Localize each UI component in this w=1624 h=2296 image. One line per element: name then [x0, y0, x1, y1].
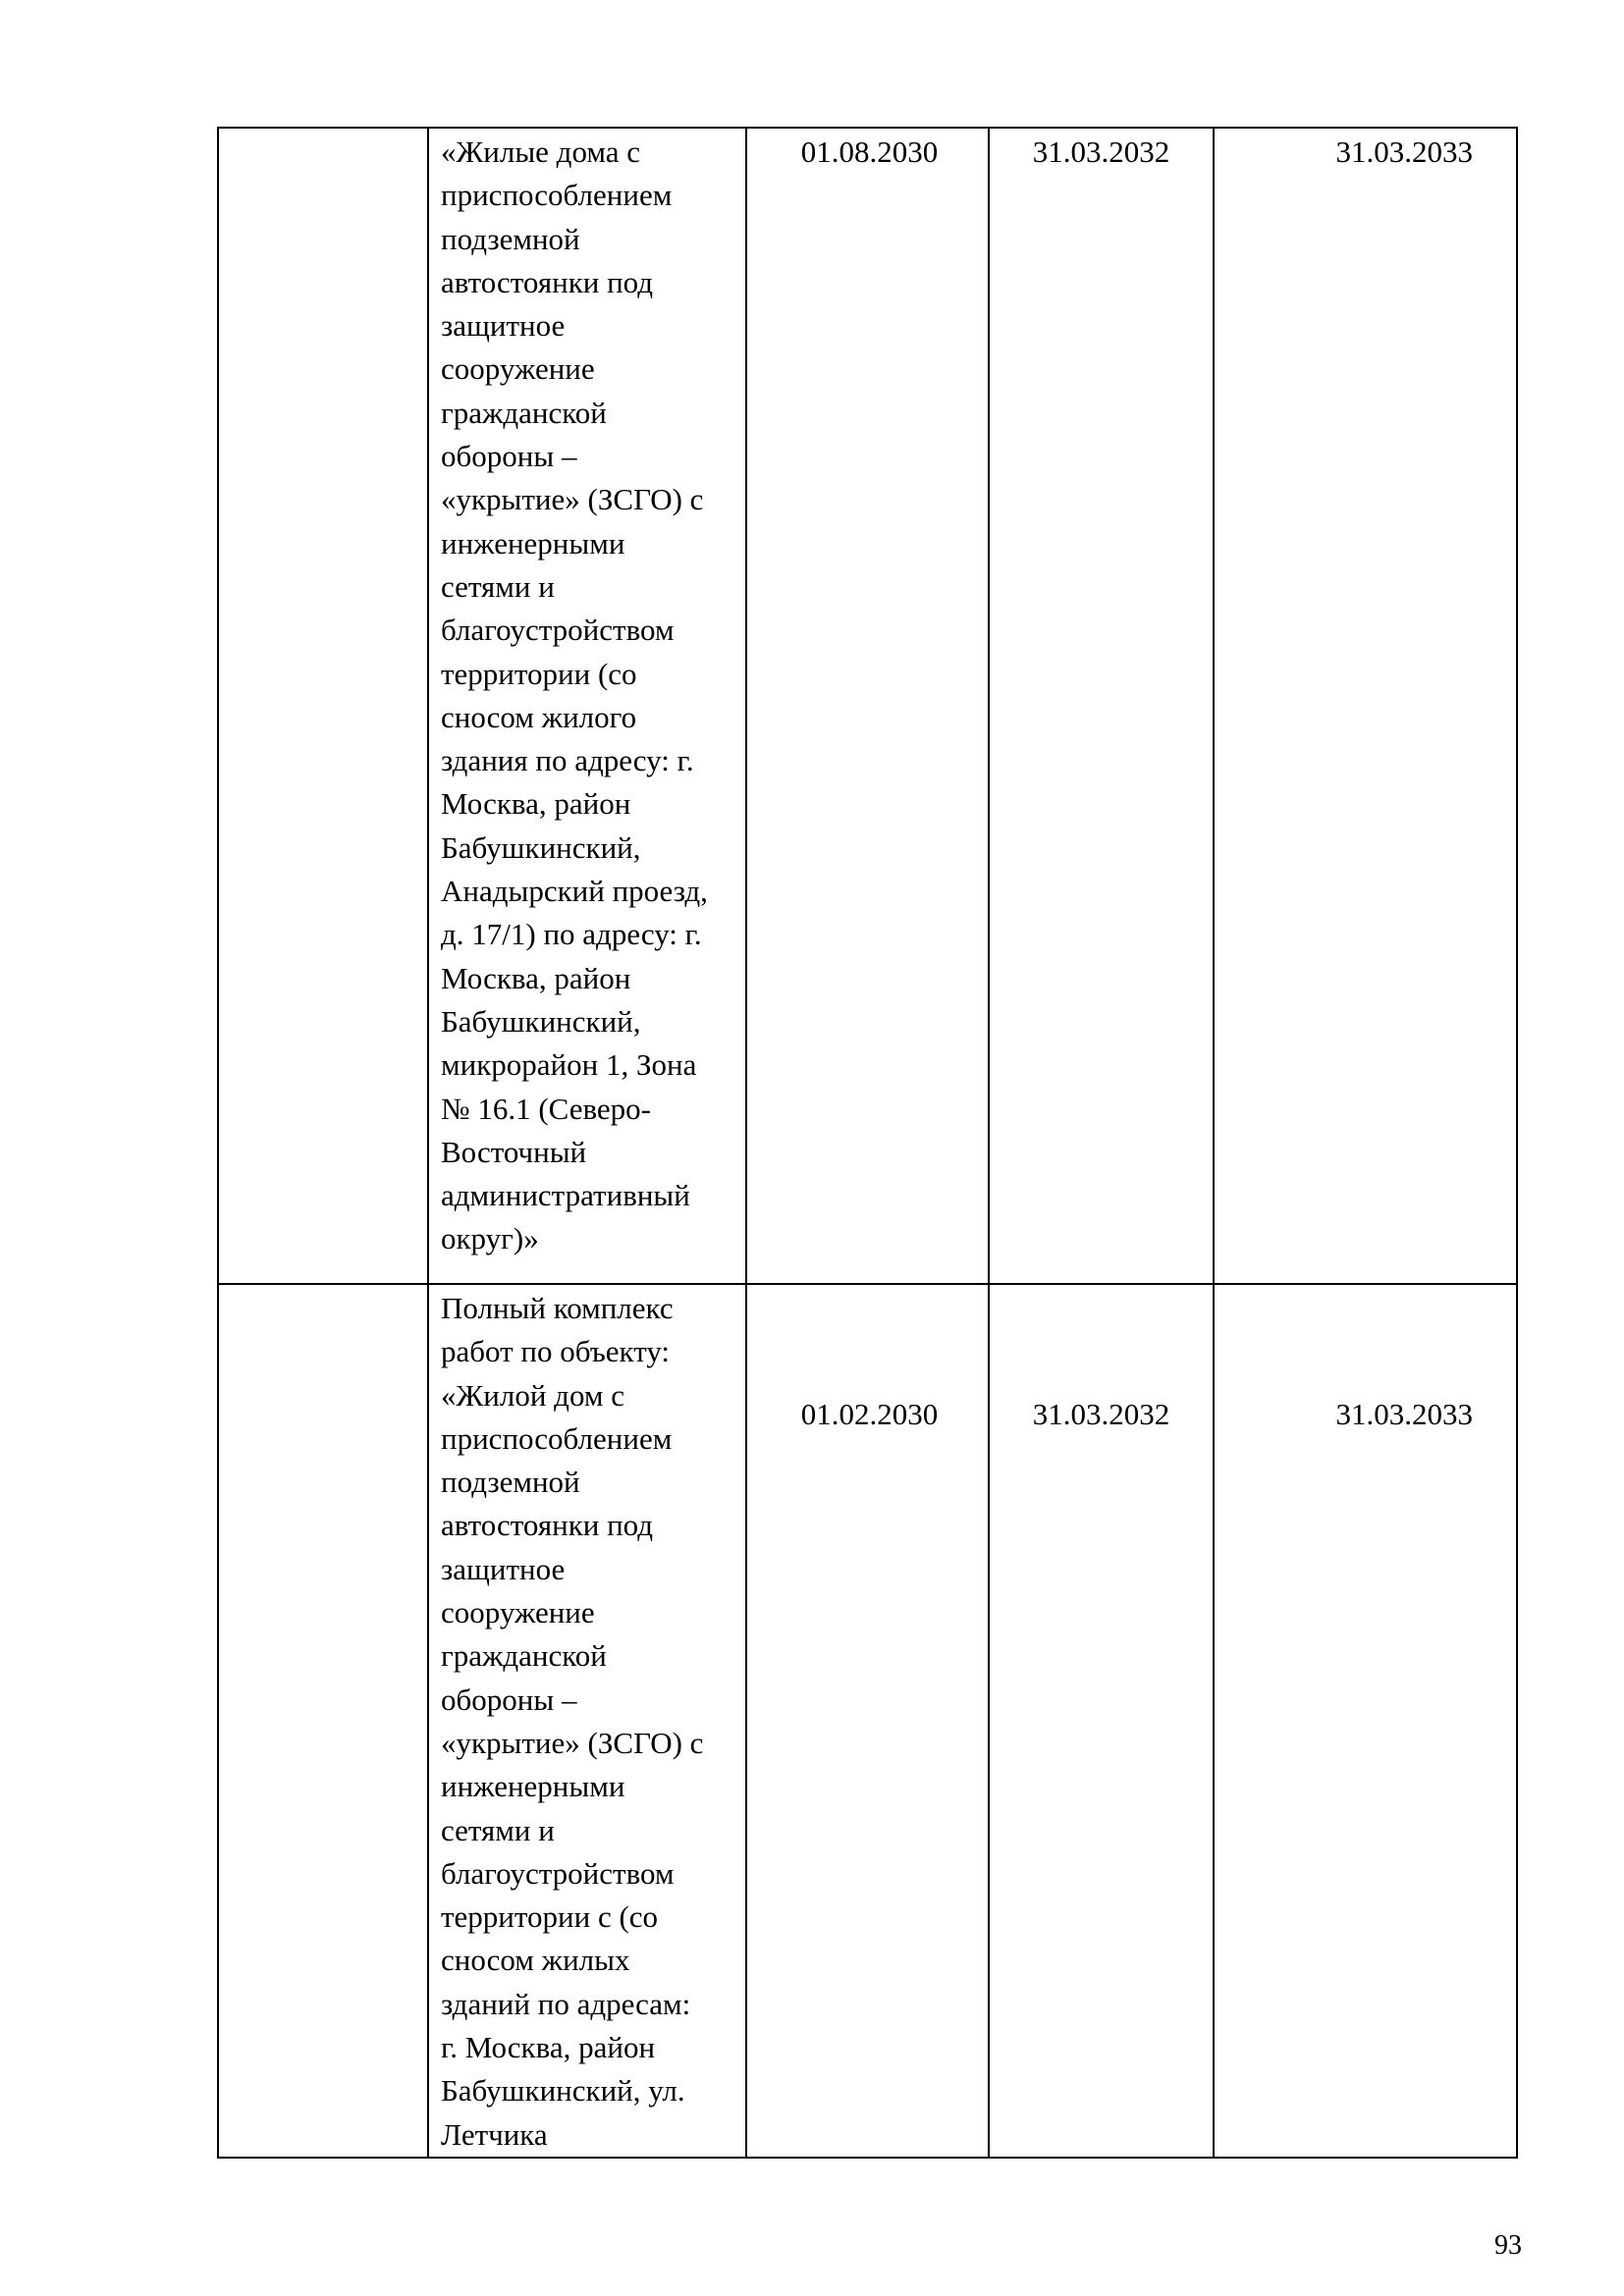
- object-description: Полный комплекс работ по объекту: «Жилой дом с приспособлением подземной автостоянки под защитное сооружение гражданской обороны – «укрытие» (ЗСГО) с инженерными сетями и благоустройством территории с (со сносом жилых зданий по адресам: г. Москва, район Бабушкинский, ул. Летчика: [441, 1291, 704, 2152]
- table-row: [218, 1284, 1517, 2158]
- empty-cell: [218, 1284, 428, 2158]
- start-date: 01.02.2030: [800, 1397, 939, 1431]
- commission-date-cell: [1214, 128, 1517, 1284]
- commission-date-cell: [1214, 1284, 1517, 2158]
- description-cell: [428, 1284, 746, 2158]
- end-date: 31.03.2032: [1032, 1397, 1170, 1431]
- commission-date: 31.03.2033: [1335, 134, 1473, 169]
- start-date: 01.08.2030: [800, 134, 939, 169]
- end-date-cell: [989, 128, 1214, 1284]
- commission-date: 31.03.2033: [1335, 1397, 1473, 1431]
- description-cell: [428, 128, 746, 1284]
- end-date-cell: [989, 1284, 1214, 2158]
- object-description: «Жилые дома с приспособлением подземной автостоянки под защитное сооружение гражданской обороны – «укрытие» (ЗСГО) с инженерными сетями и благоустройством территории (со сносом жилого здания по адресу: г. Москва, район Бабушкинский, Анадырский проезд, д. 17/1) по адресу: г. Москва, район Бабушкинский, микрорайон 1, Зона № 16.1 (Северо- Восточный административный округ)»: [441, 134, 708, 1256]
- end-date: 31.03.2032: [1032, 134, 1170, 169]
- start-date-cell: [746, 128, 989, 1284]
- empty-cell: [218, 128, 428, 1284]
- table-row: [218, 128, 1517, 1284]
- page-number: 93: [1494, 2230, 1522, 2261]
- schedule-table: [217, 127, 1518, 2159]
- start-date-cell: [746, 1284, 989, 2158]
